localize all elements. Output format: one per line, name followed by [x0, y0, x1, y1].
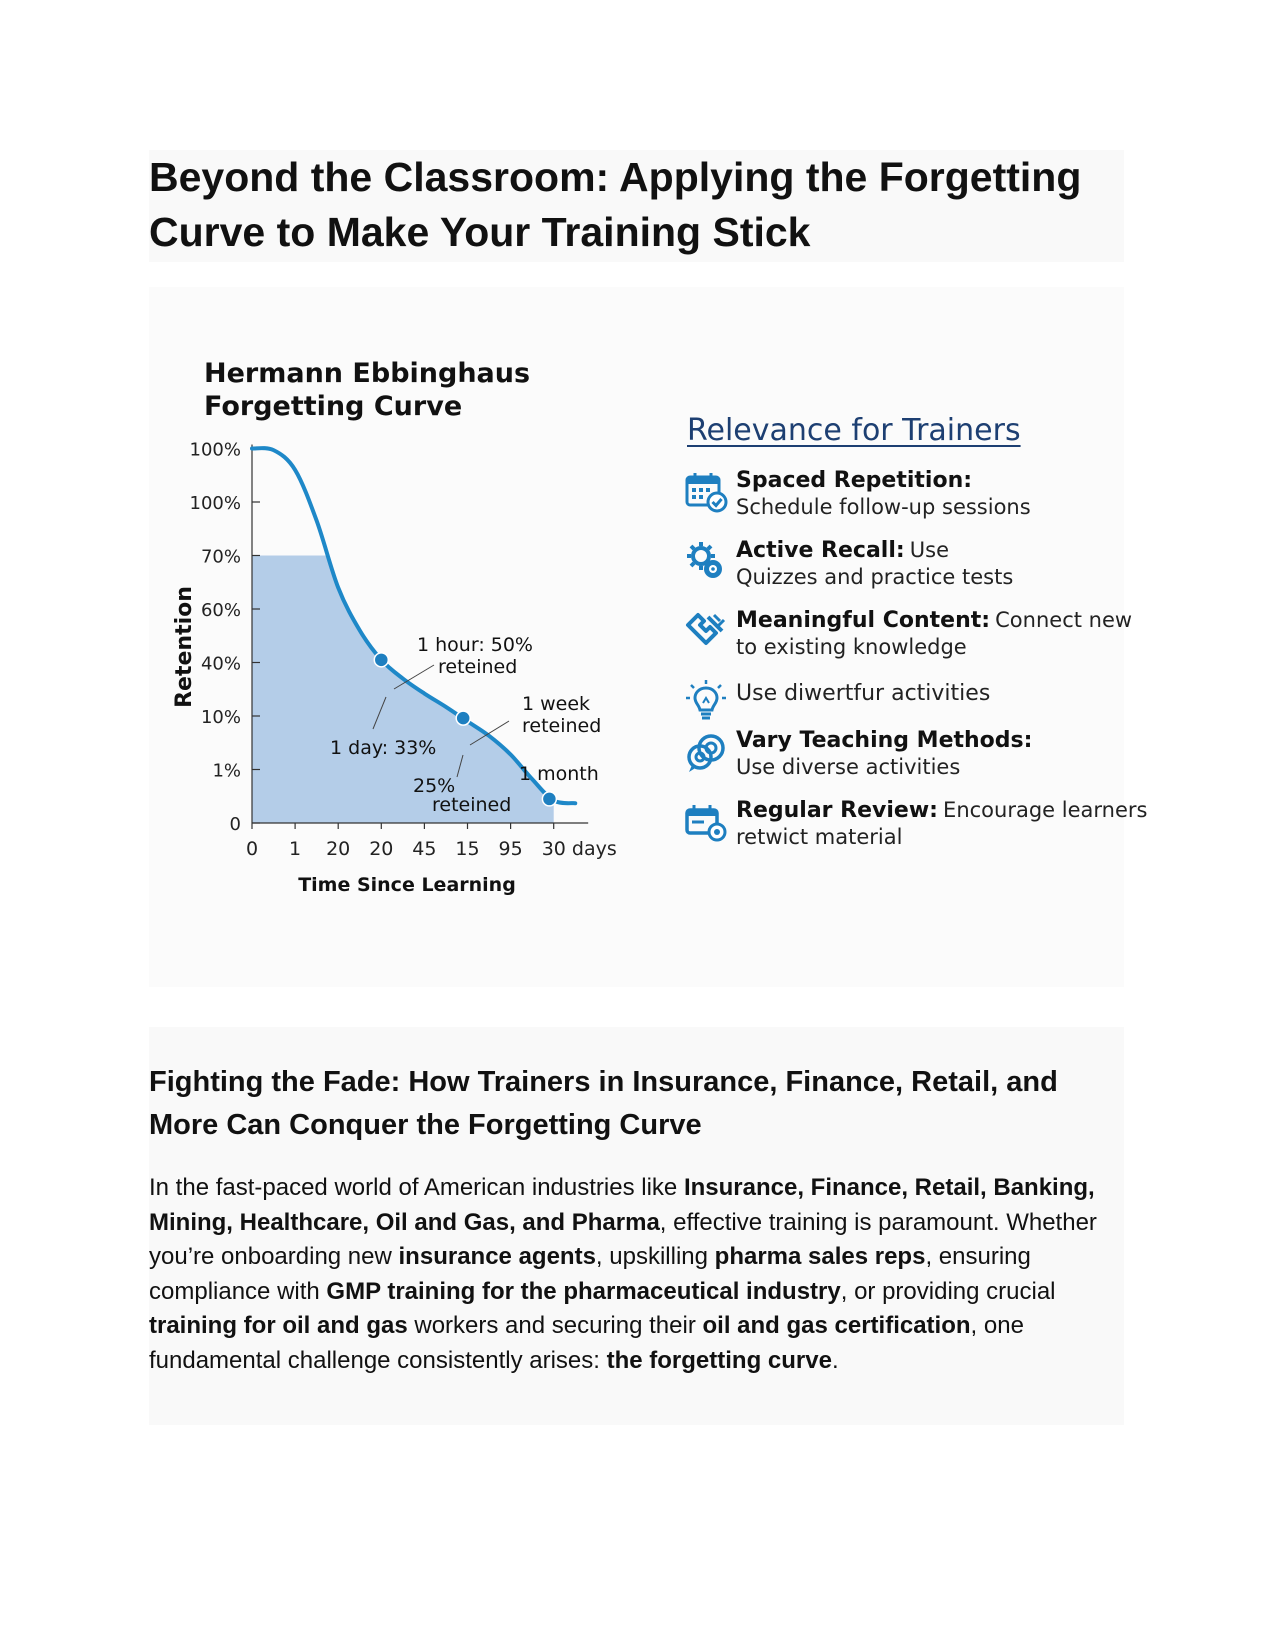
lightbulb-icon: [684, 679, 728, 723]
chat-bubbles-icon: [684, 730, 728, 774]
chart-title-line-1: Hermann Ebbinghaus: [204, 358, 531, 389]
x-tick-label: 1: [289, 838, 302, 860]
relevance-item-head: Vary Teaching Methods:: [736, 728, 1033, 753]
relevance-item-first-line: [736, 797, 1148, 824]
gear-target-icon: [684, 539, 728, 583]
forgetting-curve-figure: [149, 287, 1148, 987]
relevance-panel: [684, 413, 1148, 867]
relevance-item-body: to existing knowledge: [736, 635, 967, 659]
page-title: Beyond the Classroom: Applying the Forgetting Curve to Make Your Training Stick: [149, 154, 1082, 255]
annotation-25-line-2: reteined: [432, 794, 512, 816]
relevance-item-inline: Use: [909, 538, 950, 562]
oil-gas-training-bold: training for oil and gas: [149, 1312, 408, 1339]
relevance-item-body: Schedule follow-up sessions: [736, 495, 1031, 519]
annotation-week-line-1: 1 week: [522, 693, 591, 715]
relevance-title: Relevance for Trainers: [687, 413, 1021, 448]
curve-data-point: [542, 792, 556, 806]
annotation-month: 1 month: [519, 763, 599, 785]
relevance-item-head: Meaningful Content:: [736, 608, 991, 633]
y-tick-label: 1%: [212, 760, 241, 782]
retention-shaded-area: [252, 556, 554, 824]
chart-title-line-2: Forgetting Curve: [204, 391, 463, 422]
intro-text-3: , upskilling: [595, 1243, 715, 1270]
intro-text-1: In the fast-paced world of American industries like: [149, 1174, 684, 1201]
review-calendar-icon: [684, 799, 728, 843]
relevance-item-text: Use diwertfur activities: [736, 681, 991, 706]
pharma-reps-bold: pharma sales reps: [714, 1243, 926, 1270]
relevance-item-inline: Encourage learners: [943, 798, 1148, 822]
gmp-training-bold: GMP training for the pharmaceutical industry: [326, 1277, 841, 1305]
relevance-item-first-line: [736, 537, 1124, 564]
industries-bold: Insurance, Finance, Retail, Banking, Mining, Healthcare, Oil and Gas, and Pharma: [149, 1174, 1095, 1236]
forgetting-curve-bold: the forgetting curve: [606, 1346, 832, 1374]
intro-section: [149, 1027, 1124, 1425]
y-tick-label: 40%: [200, 653, 241, 675]
intro-text-5: , or providing crucial: [840, 1277, 1056, 1305]
intro-text-7: , one fundamental challenge consistently arises:: [149, 1312, 1024, 1374]
x-tick-label: 15: [455, 838, 480, 860]
relevance-item-activities: [684, 677, 1124, 711]
intro-text-6: workers and securing their: [407, 1312, 703, 1339]
annotation-hour-line-2: reteined: [438, 656, 518, 678]
relevance-item-body: Use diverse activities: [736, 755, 961, 779]
annotation-day: 1 day: 33%: [330, 737, 437, 759]
relevance-item-first-line: [736, 607, 1133, 634]
y-tick-label: 100%: [189, 439, 241, 461]
relevance-item-active-recall: [684, 537, 1124, 590]
x-tick-label: 30 days: [541, 838, 617, 860]
x-tick-label: 45: [412, 838, 437, 860]
relevance-item-spaced-repetition: [684, 468, 1124, 520]
curve-data-point: [374, 653, 388, 667]
x-tick-label: 0: [245, 838, 259, 860]
annotation-hour-line-1: 1 hour: 50%: [417, 634, 533, 656]
page-title-block: [149, 150, 1124, 262]
y-tick-label: 60%: [200, 600, 241, 621]
y-tick-label: 10%: [200, 707, 241, 728]
relevance-item-regular-review: [684, 797, 1148, 850]
relevance-item-meaningful-content: [684, 607, 1133, 660]
forgetting-curve-chart: [149, 287, 684, 987]
relevance-item-head: Spaced Repetition:: [736, 468, 973, 493]
relevance-item-vary-methods: [684, 728, 1124, 780]
annotation-25-line-1: 25%: [413, 775, 456, 797]
relevance-item-body: Quizzes and practice tests: [736, 565, 1014, 589]
x-tick-label: 95: [498, 838, 523, 860]
calendar-check-icon: [684, 470, 728, 514]
annotation-week-line-2: reteined: [522, 715, 602, 737]
y-tick-label: 0: [229, 814, 241, 835]
x-tick-label: 20: [369, 838, 394, 860]
chart-plot-area: [190, 440, 617, 861]
chart-y-axis-label: Retention: [172, 586, 197, 708]
x-tick-label: 20: [326, 838, 351, 860]
section-heading: Fighting the Fade: How Trainers in Insurance, Finance, Retail, and More Can Conquer the Forgetting Curve: [149, 1066, 1058, 1141]
relevance-item-head: Active Recall:: [736, 538, 905, 563]
intro-text-4: , ensuring compliance with: [149, 1243, 1031, 1305]
intro-text-2: , effective training is paramount. Whether you’re onboarding new: [149, 1208, 1097, 1270]
relevance-item-inline: Connect new: [995, 608, 1133, 632]
puzzle-link-icon: [684, 609, 728, 653]
chart-x-axis-label: Time Since Learning: [298, 874, 516, 896]
y-tick-label: 100%: [189, 493, 241, 514]
intro-paragraph: [149, 1171, 1124, 1378]
relevance-item-head: Regular Review:: [736, 798, 938, 823]
relevance-item-body: retwict material: [736, 825, 903, 849]
intro-text-8: .: [831, 1346, 839, 1374]
y-tick-label: 70%: [200, 546, 241, 568]
curve-data-point: [456, 711, 470, 725]
insurance-agents-bold: insurance agents: [398, 1243, 596, 1270]
oil-gas-certification-bold: oil and gas certification: [702, 1312, 971, 1339]
